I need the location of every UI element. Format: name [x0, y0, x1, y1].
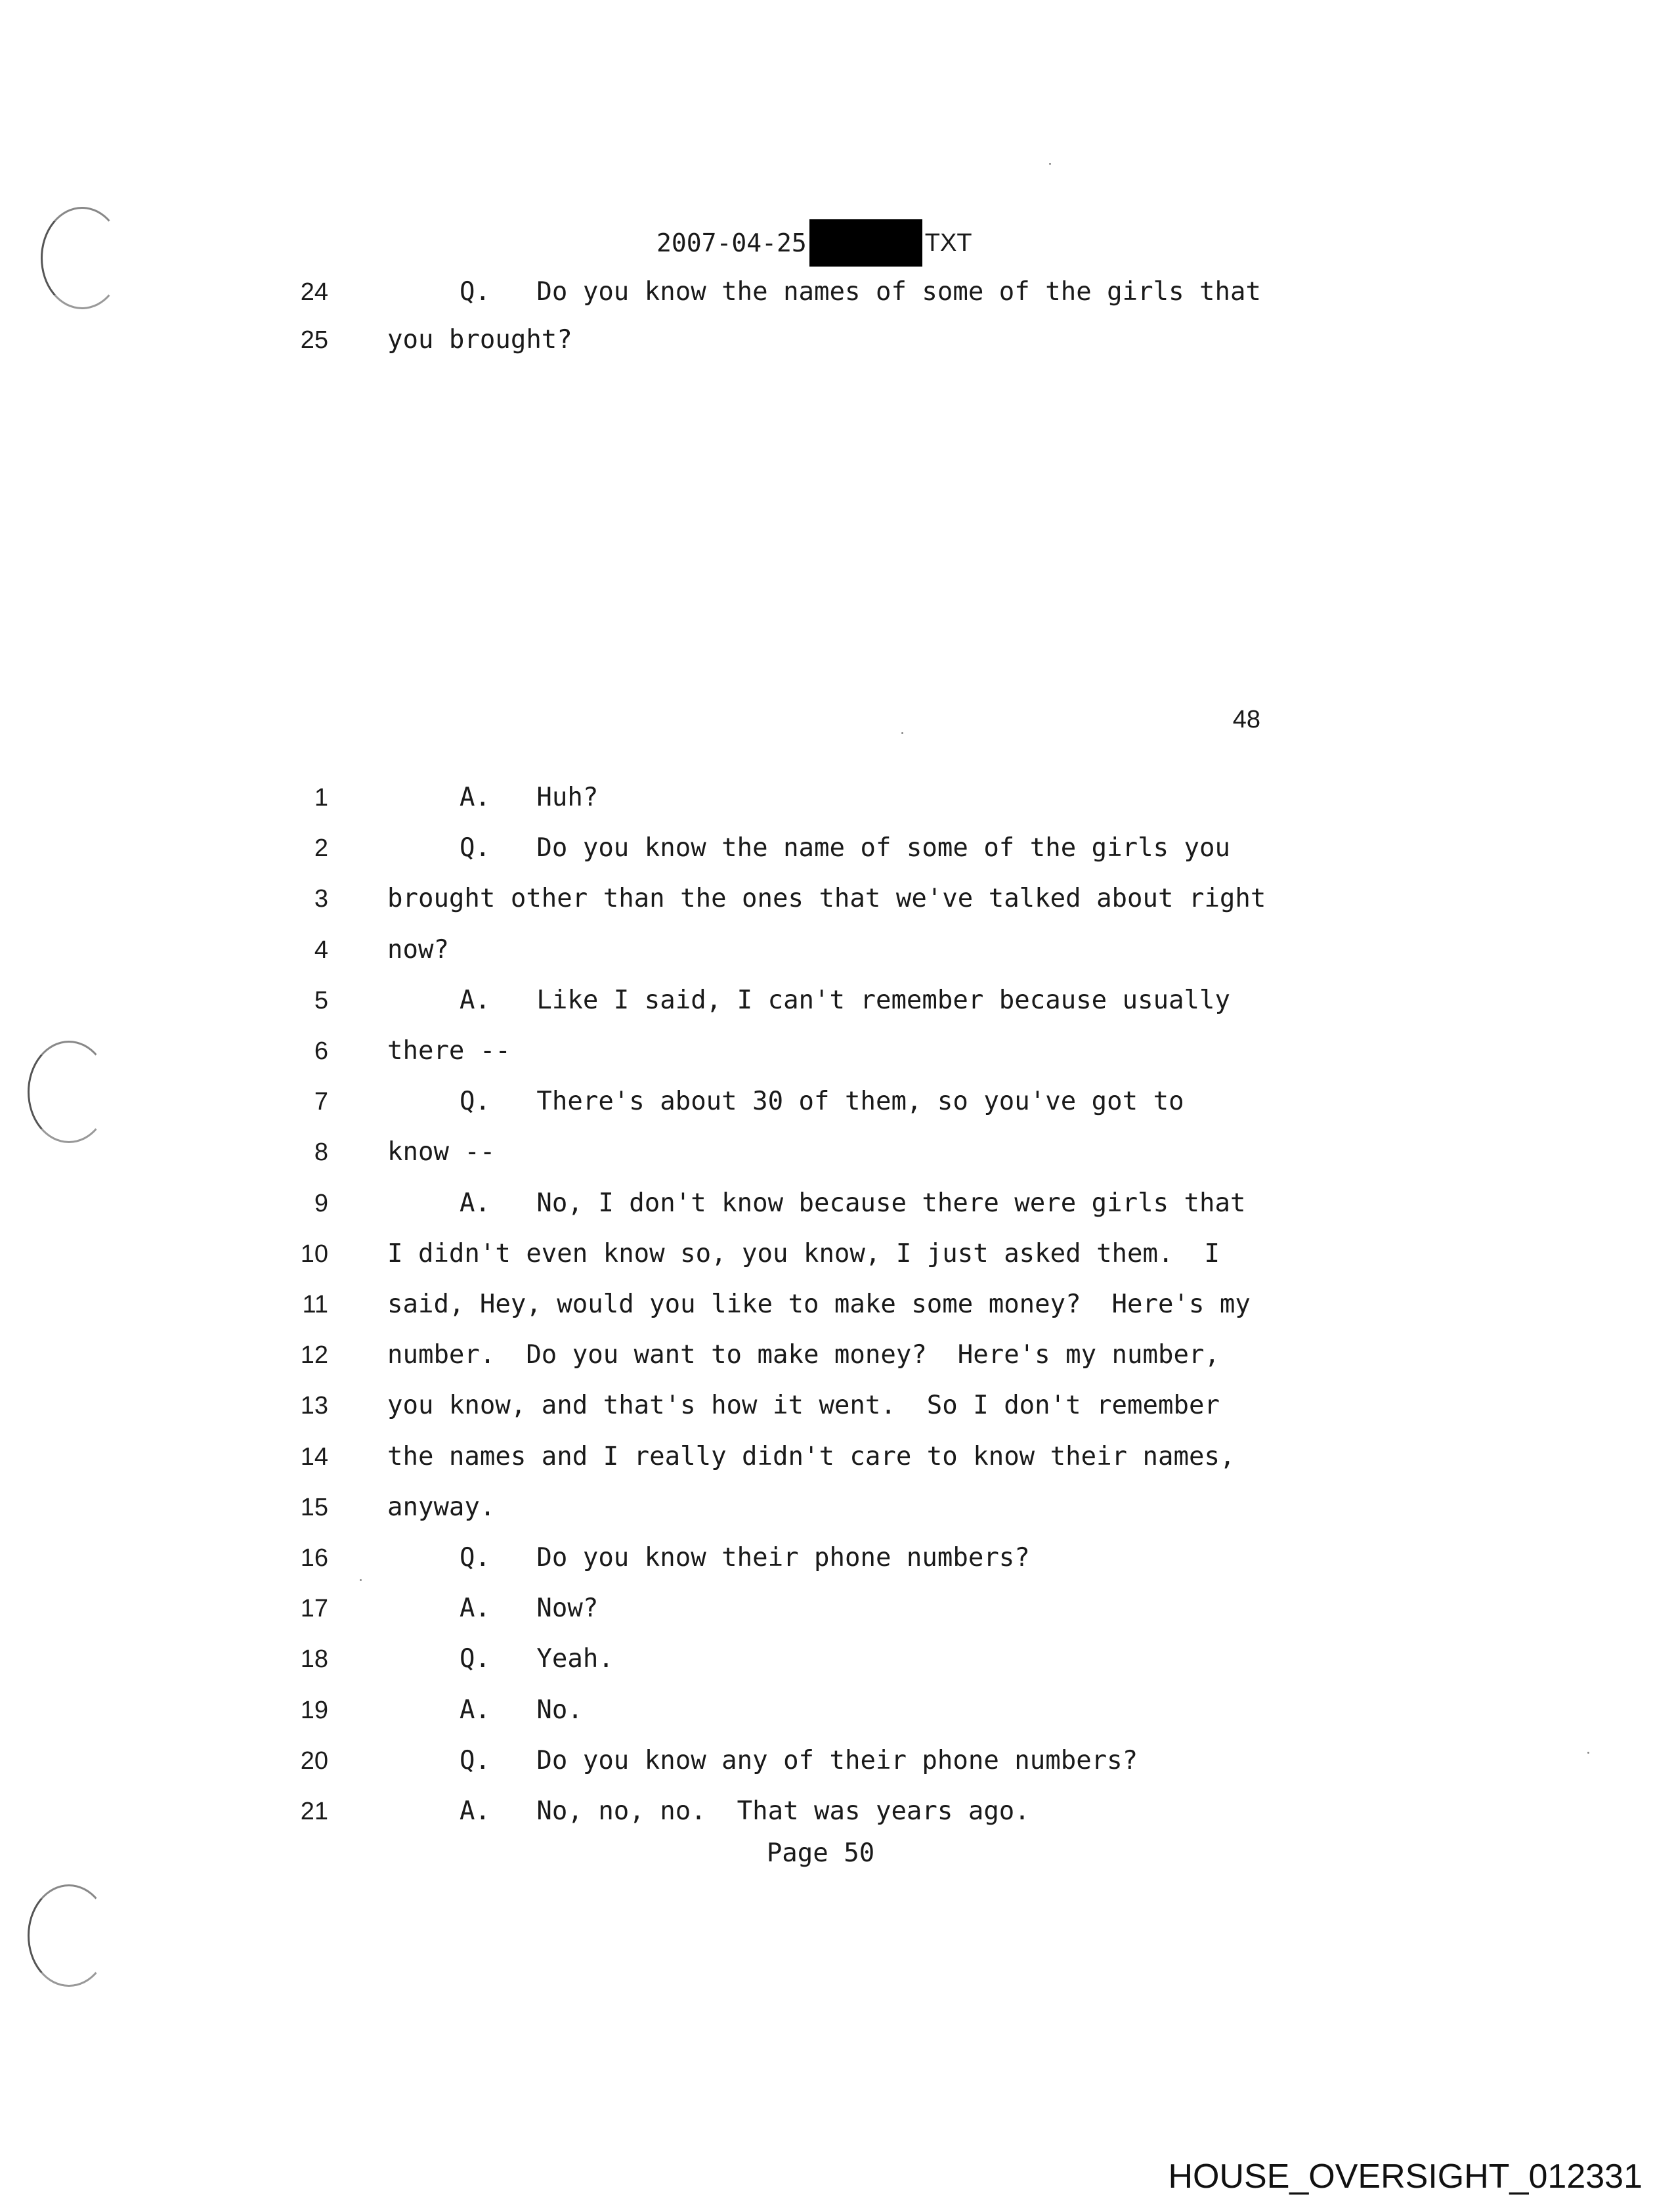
line-text: you know, and that's how it went. So I don't remember: [387, 1391, 1220, 1421]
line-number: 12: [300, 1341, 328, 1370]
line-text: there --: [387, 1036, 511, 1066]
line-number: 24: [300, 278, 328, 306]
line-text: I didn't even know so, you know, I just asked them. I: [387, 1238, 1220, 1269]
line-text: number. Do you want to make money? Here's my number,: [387, 1340, 1220, 1370]
line-number: 4: [314, 936, 328, 964]
line-number: 19: [300, 1696, 328, 1724]
punch-hole-bottom: [28, 1884, 110, 1987]
line-number: 14: [300, 1442, 328, 1471]
line-text: Q. Yeah.: [460, 1644, 614, 1674]
scan-speck: [1587, 1752, 1589, 1754]
line-text: Q. Do you know their phone numbers?: [460, 1543, 1030, 1572]
line-number: 3: [314, 885, 328, 913]
line-number: 21: [300, 1798, 328, 1825]
line-number: 10: [300, 1240, 328, 1268]
page-footer: Page 50: [766, 1838, 875, 1868]
line-number: 6: [314, 1037, 328, 1065]
line-number: 15: [300, 1493, 328, 1521]
punch-hole-top: [41, 207, 123, 309]
redaction-box: [809, 219, 922, 267]
line-number: 1: [314, 784, 328, 812]
line-text: said, Hey, would you like to make some money? Here's my: [387, 1290, 1251, 1319]
line-text: A. No, I don't know because there were girls that: [460, 1188, 1246, 1218]
line-number: 13: [300, 1392, 328, 1420]
line-text: Q. Do you know the names of some of the girls that: [460, 277, 1261, 307]
line-number: 5: [314, 986, 328, 1014]
line-text: A. Like I said, I can't remember because usually: [460, 985, 1230, 1015]
line-number: 8: [314, 1139, 328, 1167]
line-text: the names and I really didn't care to know their names,: [387, 1441, 1235, 1471]
line-text: Q. There's about 30 of them, so you've got to: [460, 1087, 1184, 1117]
line-number: 20: [300, 1746, 328, 1775]
line-number: 16: [300, 1544, 328, 1572]
line-number: 18: [300, 1645, 328, 1674]
line-text: anyway.: [387, 1492, 496, 1522]
document-header: [656, 217, 972, 269]
line-number: 2: [314, 835, 328, 863]
transcript-page-number: 48: [1232, 706, 1260, 733]
line-number: 9: [314, 1189, 328, 1217]
line-number: 25: [300, 326, 328, 354]
header-extension: TXT: [924, 228, 972, 257]
scan-speck: [360, 1579, 362, 1581]
scan-speck: [1049, 163, 1051, 165]
line-number: 7: [314, 1088, 328, 1116]
line-text: you brought?: [387, 325, 572, 355]
bates-number: HOUSE_OVERSIGHT_012331: [1168, 2158, 1642, 2196]
line-text: A. Huh?: [460, 783, 599, 812]
line-text: A. No.: [460, 1695, 583, 1725]
line-text: Q. Do you know the name of some of the girls you: [460, 833, 1230, 863]
line-number: 11: [302, 1291, 328, 1318]
line-text: Q. Do you know any of their phone numbers?: [460, 1745, 1138, 1775]
line-text: A. No, no, no. That was years ago.: [460, 1796, 1030, 1826]
line-text: know --: [387, 1137, 496, 1167]
punch-hole-middle: [28, 1041, 110, 1143]
line-text: now?: [387, 934, 449, 965]
line-text: brought other than the ones that we've talked about right: [387, 884, 1266, 914]
scan-speck: [901, 732, 903, 734]
line-number: 17: [300, 1595, 328, 1623]
line-text: A. Now?: [460, 1594, 599, 1624]
header-date: 2007-04-25: [656, 228, 807, 257]
